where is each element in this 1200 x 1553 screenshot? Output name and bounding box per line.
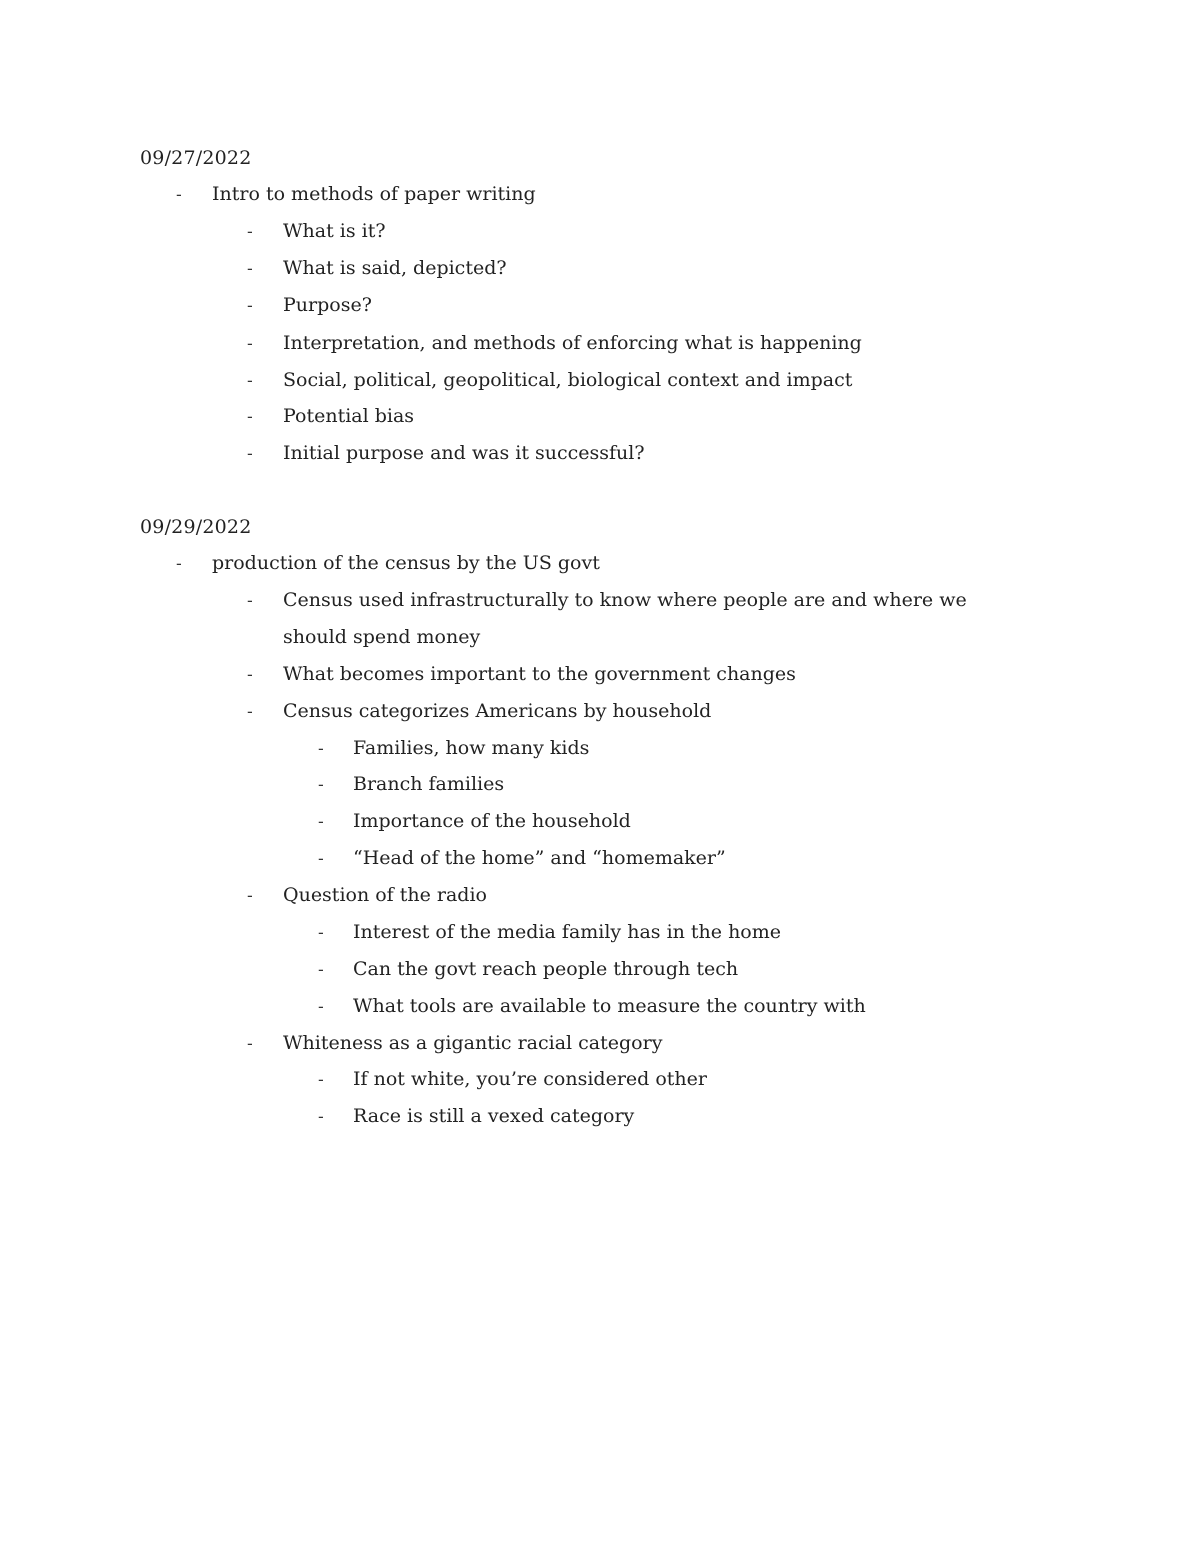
list-item: What is said, depicted? [283, 257, 507, 279]
topic-item: production of the census by the US govt [212, 552, 600, 574]
bullet-dash: - [247, 407, 253, 427]
list-item: Purpose? [283, 294, 372, 316]
sub-list-item: Branch families [353, 773, 505, 795]
list-item: Whiteness as a gigantic racial category [283, 1032, 663, 1054]
bullet-dash: - [247, 1034, 253, 1054]
list-item: Social, political, geopolitical, biological context and impact [283, 369, 853, 391]
list-item: Potential bias [283, 405, 415, 427]
list-item: Census categorizes Americans by household [283, 700, 712, 722]
bullet-dash: - [318, 849, 324, 869]
list-item: What becomes important to the government changes [283, 663, 796, 685]
bullet-dash: - [318, 812, 324, 832]
list-item: Interpretation, and methods of enforcing what is happening [283, 332, 862, 354]
list-item: Initial purpose and was it successful? [283, 442, 645, 464]
bullet-dash: - [318, 739, 324, 759]
bullet-dash: - [247, 222, 253, 242]
bullet-dash: - [247, 665, 253, 685]
bullet-dash: - [247, 591, 253, 611]
sub-list-item: Can the govt reach people through tech [353, 958, 739, 980]
date-heading: 09/29/2022 [140, 516, 252, 538]
bullet-dash: - [176, 554, 182, 574]
bullet-dash: - [318, 960, 324, 980]
sub-list-item: If not white, you’re considered other [353, 1068, 707, 1090]
bullet-dash: - [247, 296, 253, 316]
bullet-dash: - [247, 259, 253, 279]
topic-item: Intro to methods of paper writing [212, 183, 536, 205]
bullet-dash: - [247, 371, 253, 391]
list-item: Question of the radio [283, 884, 487, 906]
date-heading: 09/27/2022 [140, 147, 252, 169]
list-item: Census used infrastructurally to know where people are and where we should spend money [283, 589, 967, 648]
sub-list-item: What tools are available to measure the country with [353, 995, 866, 1017]
sub-list-item: Interest of the media family has in the home [353, 921, 782, 943]
bullet-dash: - [318, 997, 324, 1017]
bullet-dash: - [247, 334, 253, 354]
sub-list-item: “Head of the home” and “homemaker” [353, 847, 726, 869]
sub-list-item: Race is still a vexed category [353, 1105, 635, 1127]
sub-list-item: Families, how many kids [353, 737, 590, 759]
sub-list-item: Importance of the household [353, 810, 631, 832]
list-item: What is it? [283, 220, 386, 242]
bullet-dash: - [318, 1070, 324, 1090]
bullet-dash: - [247, 702, 253, 722]
bullet-dash: - [318, 775, 324, 795]
bullet-dash: - [247, 886, 253, 906]
bullet-dash: - [176, 185, 182, 205]
bullet-dash: - [318, 1107, 324, 1127]
bullet-dash: - [247, 444, 253, 464]
bullet-dash: - [318, 923, 324, 943]
